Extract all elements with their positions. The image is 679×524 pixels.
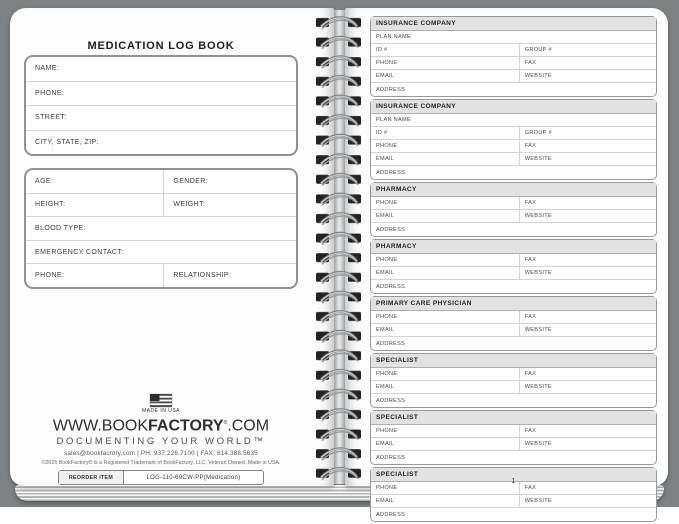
- section-field-row: [371, 210, 656, 223]
- right-page: [345, 8, 668, 518]
- reorder-item-label: REORDER ITEM: [59, 471, 124, 484]
- reorder-item-code: LOG-110-69CW-PP(Medication): [146, 474, 241, 481]
- section-field-row: [371, 337, 656, 350]
- left-page: [10, 8, 334, 486]
- field-cell: [371, 127, 519, 139]
- field-label: RELATIONSHIP:: [173, 272, 232, 280]
- field-label: EMAIL: [376, 270, 395, 276]
- field-cell: [26, 241, 296, 264]
- field-cell: [519, 140, 656, 152]
- field-label: ID #: [376, 130, 388, 136]
- section-field-row: [371, 197, 656, 210]
- logo-com: .COM: [227, 417, 270, 435]
- field-cell: [371, 254, 519, 266]
- section-field-row: [371, 368, 656, 381]
- field-cell: [371, 311, 519, 323]
- field-cell: [371, 210, 519, 222]
- section-specialist: [370, 467, 657, 522]
- section-insurance-company: [370, 16, 657, 97]
- field-label: HEIGHT:: [35, 201, 66, 209]
- field-cell: [371, 153, 519, 165]
- field-cell: [26, 170, 163, 193]
- section-field-row: [371, 508, 656, 521]
- contact-field-row: [26, 82, 296, 107]
- section-field-row: [371, 83, 656, 96]
- field-label: PHONE:: [35, 272, 65, 280]
- field-label: WEBSITE: [524, 327, 552, 333]
- field-cell: [26, 131, 296, 155]
- field-cell: [519, 368, 656, 380]
- field-label: FAX: [524, 371, 537, 377]
- field-label: EMAIL: [376, 73, 395, 79]
- made-in-usa-label: MADE IN USA: [141, 408, 180, 414]
- field-label: AGE:: [35, 177, 54, 185]
- field-label: FAX: [524, 200, 537, 206]
- field-label: FAX: [524, 257, 537, 263]
- section-header: PHARMACY: [371, 183, 656, 197]
- field-cell: [371, 140, 519, 152]
- field-cell: [371, 337, 656, 350]
- section-field-row: [371, 254, 656, 267]
- section-header: SPECIALIST: [371, 354, 656, 368]
- section-field-row: [371, 394, 656, 407]
- field-cell: [371, 280, 656, 293]
- field-cell: [26, 217, 296, 240]
- section-field-row: [371, 114, 656, 127]
- section-specialist: [370, 353, 657, 408]
- page-number: 1: [511, 478, 516, 485]
- field-label: FAX: [524, 143, 537, 149]
- field-label: PHONE: [376, 485, 398, 491]
- contact-field-row: [26, 131, 296, 155]
- field-label: WEBSITE: [524, 213, 552, 219]
- field-cell: [519, 425, 656, 437]
- field-cell: [26, 106, 296, 130]
- field-cell: [519, 324, 656, 336]
- field-label: EMAIL: [376, 156, 395, 162]
- field-label: PHONE: [376, 200, 398, 206]
- field-cell: [371, 114, 656, 126]
- field-label: GROUP #: [524, 130, 552, 136]
- field-label: EMAIL: [376, 213, 395, 219]
- field-cell: [371, 44, 519, 56]
- section-field-row: [371, 127, 656, 140]
- section-field-row: [371, 57, 656, 70]
- field-cell: [371, 70, 519, 82]
- field-cell: [26, 264, 163, 287]
- copyright-line: ©2025 BookFactory® is a Registered Trademark of BookFactory, LLC. Veteran Owned, Made in USA.: [41, 460, 281, 467]
- section-header: SPECIALIST: [371, 468, 656, 482]
- bookfactory-logo: [53, 415, 269, 434]
- section-header: INSURANCE COMPANY: [371, 100, 656, 114]
- field-cell: [519, 57, 656, 69]
- field-label: FAX: [524, 428, 537, 434]
- field-label: ADDRESS: [376, 340, 406, 347]
- section-field-row: [371, 438, 656, 451]
- field-label: EMAIL: [376, 384, 395, 390]
- field-label: BLOOD TYPE:: [35, 224, 86, 232]
- section-field-row: [371, 153, 656, 166]
- section-field-row: [371, 267, 656, 280]
- info-field-row: [26, 194, 296, 218]
- field-label: EMAIL: [376, 498, 395, 504]
- section-specialist: [370, 410, 657, 465]
- field-cell: [163, 264, 296, 287]
- field-cell: [371, 324, 519, 336]
- field-cell: [371, 425, 519, 437]
- field-label: PHONE:: [35, 89, 65, 97]
- personal-info-box: [24, 168, 298, 289]
- field-cell: [519, 127, 656, 139]
- field-cell: [519, 438, 656, 450]
- field-label: PHONE: [376, 60, 398, 66]
- reorder-item-box: [58, 470, 264, 485]
- section-field-row: [371, 166, 656, 179]
- section-field-row: [371, 451, 656, 464]
- section-header: SPECIALIST: [371, 411, 656, 425]
- field-label: WEBSITE: [524, 384, 552, 390]
- section-field-row: [371, 495, 656, 508]
- field-cell: [519, 70, 656, 82]
- section-field-row: [371, 324, 656, 337]
- contact-field-row: [26, 106, 296, 131]
- field-cell: [519, 311, 656, 323]
- field-label: EMERGENCY CONTACT:: [35, 248, 124, 256]
- section-primary-care-physician: [370, 296, 657, 351]
- field-label: ADDRESS: [376, 169, 406, 176]
- logo-factory: FACTORY: [148, 417, 224, 435]
- field-cell: [371, 31, 656, 43]
- field-cell: [371, 197, 519, 209]
- section-field-row: [371, 381, 656, 394]
- field-cell: [519, 381, 656, 393]
- field-cell: [519, 495, 656, 507]
- field-label: PHONE: [376, 257, 398, 263]
- contact-sections: [370, 16, 657, 524]
- field-cell: [371, 267, 519, 279]
- section-pharmacy: [370, 182, 657, 237]
- section-field-row: [371, 425, 656, 438]
- field-cell: [519, 254, 656, 266]
- field-cell: [371, 166, 656, 179]
- section-field-row: [371, 311, 656, 324]
- field-label: WEBSITE: [524, 498, 552, 504]
- section-field-row: [371, 70, 656, 83]
- field-label: ADDRESS: [376, 454, 406, 461]
- section-insurance-company: [370, 99, 657, 180]
- field-label: WEBSITE: [524, 270, 552, 276]
- section-header: INSURANCE COMPANY: [371, 17, 656, 31]
- field-label: WEBSITE: [524, 73, 552, 79]
- field-cell: [519, 44, 656, 56]
- field-cell: [519, 267, 656, 279]
- field-cell: [371, 508, 656, 521]
- field-label: FAX: [524, 485, 537, 491]
- field-label: PHONE: [376, 314, 398, 320]
- info-field-row: [26, 241, 296, 265]
- field-cell: [371, 438, 519, 450]
- section-field-row: [371, 31, 656, 44]
- section-field-row: [371, 280, 656, 293]
- info-field-row: [26, 170, 296, 194]
- field-cell: [163, 170, 296, 193]
- field-cell: [519, 197, 656, 209]
- field-label: PHONE: [376, 143, 398, 149]
- field-label: ADDRESS: [376, 397, 406, 404]
- field-label: GROUP #: [524, 47, 552, 53]
- section-field-row: [371, 223, 656, 236]
- field-label: WEBSITE: [524, 441, 552, 447]
- field-label: PLAN NAME: [376, 34, 412, 40]
- field-label: ID #: [376, 47, 388, 53]
- field-label: FAX: [524, 60, 537, 66]
- spiral-binding: [308, 12, 370, 483]
- info-field-row: [26, 217, 296, 241]
- field-cell: [371, 381, 519, 393]
- field-cell: [371, 57, 519, 69]
- section-header: PRIMARY CARE PHYSICIAN: [371, 297, 656, 311]
- field-label: GENDER:: [173, 177, 209, 185]
- field-label: FAX: [524, 314, 537, 320]
- field-label: PHONE: [376, 371, 398, 377]
- field-label: PLAN NAME: [376, 117, 412, 123]
- section-field-row: [371, 140, 656, 153]
- field-label: EMAIL: [376, 327, 395, 333]
- field-cell: [163, 194, 296, 217]
- field-cell: [371, 83, 656, 96]
- field-label: STREET:: [35, 114, 67, 122]
- field-label: ADDRESS: [376, 511, 406, 518]
- field-label: CITY, STATE, ZIP:: [35, 138, 99, 146]
- field-cell: [371, 394, 656, 407]
- field-cell: [371, 368, 519, 380]
- info-field-row: [26, 264, 296, 287]
- field-cell: [371, 495, 519, 507]
- field-cell: [519, 153, 656, 165]
- contact-field-row: [26, 57, 296, 82]
- field-cell: [371, 223, 656, 236]
- field-label: EMAIL: [376, 441, 395, 447]
- field-cell: [26, 82, 296, 106]
- owner-contact-box: [24, 55, 298, 156]
- publisher-contact-line: sales@bookfactory.com | PH: 937.226.7100 | FAX: 614.388.5635: [64, 450, 258, 458]
- section-field-row: [371, 44, 656, 57]
- field-label: WEBSITE: [524, 156, 552, 162]
- publisher-branding: [24, 394, 298, 485]
- field-label: ADDRESS: [376, 226, 406, 233]
- section-pharmacy: [370, 239, 657, 294]
- field-cell: [371, 451, 656, 464]
- field-cell: [26, 194, 163, 217]
- usa-flag-icon: [150, 394, 172, 407]
- book-title: MEDICATION LOG BOOK: [87, 40, 235, 52]
- field-cell: [519, 210, 656, 222]
- logo-www: WWW.BOOK: [52, 417, 149, 435]
- field-cell: [26, 57, 296, 81]
- section-header: PHARMACY: [371, 240, 656, 254]
- field-label: NAME:: [35, 65, 60, 73]
- field-label: ADDRESS: [376, 283, 406, 290]
- field-label: ADDRESS: [376, 86, 406, 93]
- tagline: DOCUMENTING YOUR WORLD™: [56, 436, 266, 448]
- field-label: WEIGHT:: [173, 201, 206, 209]
- field-label: PHONE: [376, 428, 398, 434]
- registered-mark: ®: [223, 420, 228, 426]
